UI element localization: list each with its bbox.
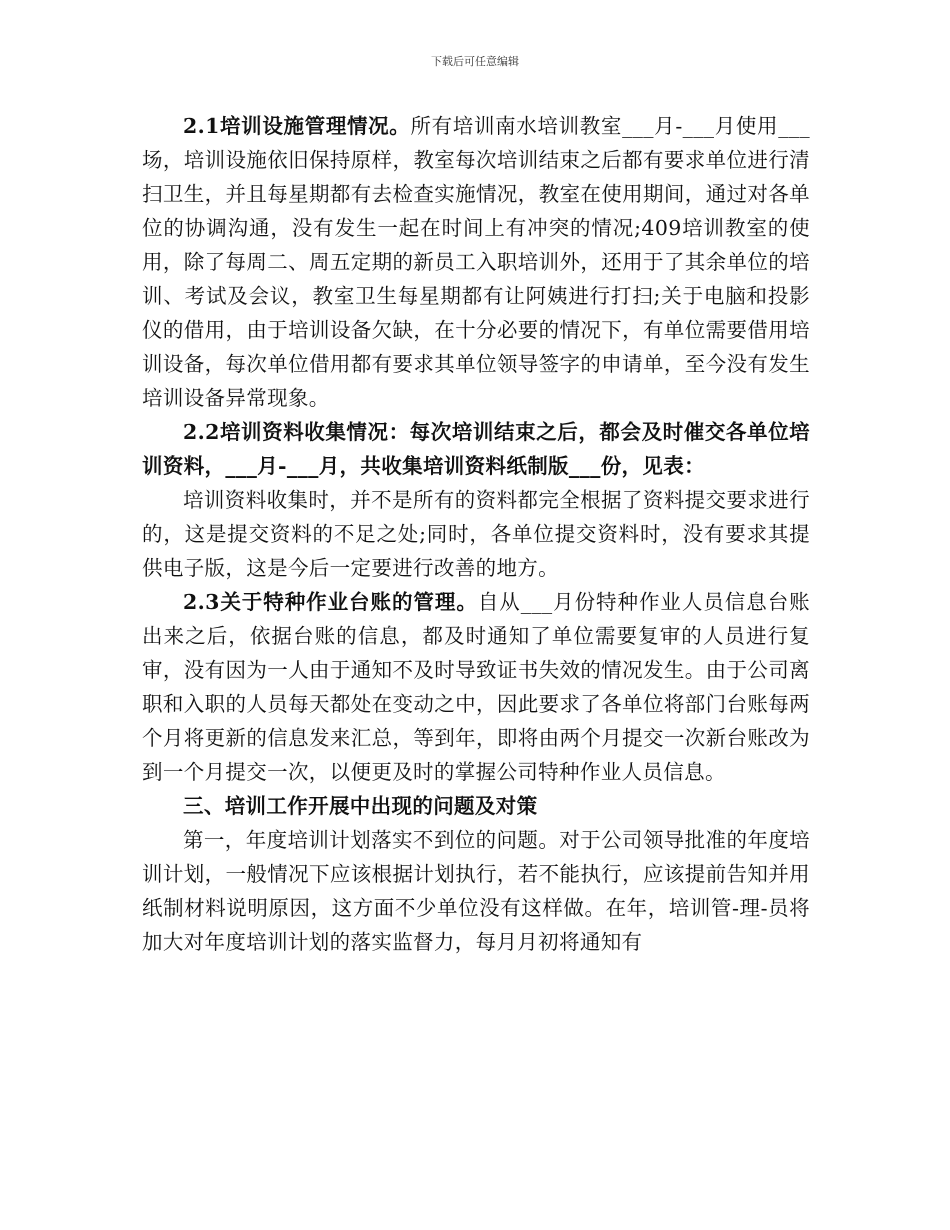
- document-body: [142, 109, 810, 959]
- paragraph-problems: [142, 823, 810, 959]
- page-header: 下载后可任意编辑: [431, 55, 519, 68]
- paragraph-text: 自从___月份特种作业人员信息台账出来之后，依据台账的信息，都及时通知了单位需要复审的人员进行复审，没有因为一人由于通知不及时导致证书失效的情况发生。由于公司离职和入职的人员每天都处在变动之中，因此要求了各单位将部门台账每两个月将更新的信息发来汇总，等到年，即将由两个月提交一次新台账改为到一个月提交一次，以便更及时的掌握公司特种作业人员信息。: [142, 590, 811, 784]
- section-heading-2-2: 2.2培训资料收集情况：每次培训结束之后，都会及时催交各单位培训资料，___月-___月，共收集培训资料纸制版___份，见表：: [142, 420, 810, 478]
- section-heading-2-1: 2.1培训设施管理情况。: [183, 114, 411, 138]
- paragraph-materials-heading: [142, 415, 810, 483]
- paragraph-text: 第一，年度培训计划落实不到位的问题。对于公司领导批准的年度培训计划，一般情况下应该根据计划执行，若不能执行，应该提前告知并用纸制材料说明原因，这方面不少单位没有这样做。在年，培训管-理-员将加大对年度培训计划的落实监督力，每月月初将通知有: [142, 828, 810, 954]
- paragraph-ledger: [142, 585, 810, 789]
- paragraph-text: 所有培训南水培训教室___月-___月使用___场，培训设施依旧保持原样，教室每次培训结束之后都有要求单位进行清扫卫生，并且每星期都有去检查实施情况，教室在使用期间，通过对各单位的协调沟通，没有发生一起在时间上有冲突的情况;409培训教室的使用，除了每周二、周五定期的新员工入职培训外，还用于了其余单位的培训、考试及会议，教室卫生每星期都有让阿姨进行打扫;关于电脑和投影仪的借用，由于培训设备欠缺，在十分必要的情况下，有单位需要借用培训设备，每次单位借用都有要求其单位领导签字的申请单，至今没有发生培训设备异常现象。: [142, 114, 810, 410]
- section-heading-2-3: 2.3关于特种作业台账的管理。: [183, 590, 478, 614]
- paragraph-text: 培训资料收集时，并不是所有的资料都完全根据了资料提交要求进行的，这是提交资料的不足之处;同时，各单位提交资料时，没有要求其提供电子版，这是今后一定要进行改善的地方。: [142, 488, 810, 580]
- paragraph-facilities: [142, 109, 810, 415]
- paragraph-materials: [142, 483, 810, 585]
- section-heading-3: [142, 789, 810, 823]
- chapter-heading: 三、培训工作开展中出现的问题及对策: [183, 794, 538, 818]
